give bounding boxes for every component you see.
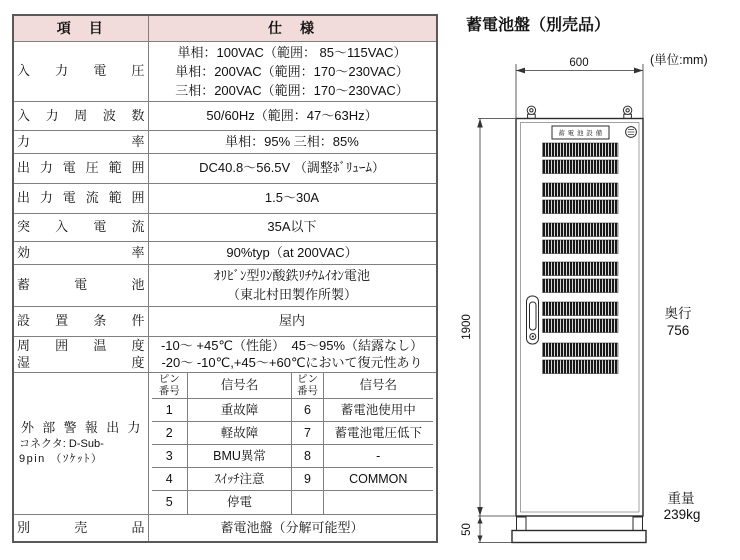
row-value-storage-battery: ｵﾘﾋﾞﾝ型ﾘﾝ酸鉄ﾘﾁｳﾑｲｵﾝ電池 （東北村田製作所製） <box>148 264 437 306</box>
table-row <box>13 514 437 542</box>
row-value-sold-separately: 蓄電池盤（分解可能型） <box>148 514 437 542</box>
pin-row: 1 重故障 6 蓄電池使用中 <box>152 399 433 422</box>
base-dimension-label: 50 <box>461 523 473 536</box>
row-label-output-voltage-range: 出力電圧範囲 <box>13 153 148 183</box>
dimension-arrow <box>634 68 643 74</box>
cabinet-base <box>512 517 646 543</box>
row-label-efficiency: 効 率 <box>13 241 148 264</box>
pin-row: 4 ｽｲｯﾁ注意 9 COMMON <box>152 468 433 491</box>
pin-row: 3 BMU異常 8 - <box>152 445 433 468</box>
row-value-inrush-current: 35A以下 <box>148 213 437 241</box>
eyebolt-icon <box>623 106 631 118</box>
table-row <box>13 41 437 101</box>
height-dimension-label: 1900 <box>461 314 473 340</box>
table-row <box>13 213 437 241</box>
row-label-sold-separately: 別 売 品 <box>13 514 148 542</box>
dimension-arrow <box>516 68 525 74</box>
weight-label: 重量 <box>667 491 695 506</box>
row-label-inrush-current: 突 入 電 流 <box>13 213 148 241</box>
signal-name-header: 信号名 <box>188 373 292 399</box>
row-label-input-frequency: 入 力 周 波 数 <box>13 101 148 130</box>
row-label-installation: 設 置 条 件 <box>13 306 148 336</box>
pin-number-header: ピン 番号 <box>152 373 188 399</box>
column-header-item: 項 目 <box>13 15 148 41</box>
depth-value: 756 <box>666 323 690 338</box>
row-value-output-current-range: 1.5～30A <box>148 183 437 213</box>
row-value-efficiency: 90%typ（at 200VAC） <box>148 241 437 264</box>
pin-row: 5 停電 <box>152 491 433 514</box>
table-row <box>13 101 437 130</box>
row-label-power-factor: 力 率 <box>13 130 148 153</box>
table-row <box>13 264 437 306</box>
lock-icon <box>626 127 637 138</box>
table-row <box>13 130 437 153</box>
row-value-output-voltage-range: DC40.8～56.5V （調整ﾎﾞﾘｭｰﾑ） <box>148 153 437 183</box>
dimension-arrow <box>477 119 483 128</box>
nameplate-text: 蓄 電 池 設 備 <box>558 130 603 137</box>
battery-panel-drawing <box>440 0 740 560</box>
pin-table <box>152 373 433 514</box>
row-value-power-factor: 単相：95% 三相：85% <box>148 130 437 153</box>
column-header-spec: 仕 様 <box>148 15 437 41</box>
row-value-installation: 屋内 <box>148 306 437 336</box>
depth-label: 奥行 <box>664 306 692 321</box>
row-value-input-voltage: 単相：100VAC（範囲： 85～115VAC） 単相：200VAC（範囲：170～230VAC） 三相：200VAC（範囲：170～230VAC） <box>148 41 437 101</box>
row-label-storage-battery: 蓄 電 池 <box>13 264 148 306</box>
row-value-ambient-temp-humidity: -10～ +45℃（性能） 45～95%（結露なし） -20～ -10℃,+45～+60℃において復元性あり <box>148 336 437 372</box>
row-label-external-alarm-output: 外部警報出力 コネクタ: D-Sub- 9pin （ｿｹｯﾄ） <box>13 372 148 514</box>
dimension-arrow <box>477 517 482 524</box>
weight-value: 239kg <box>663 507 701 522</box>
row-label-ambient-temp-humidity: 周 囲 温 度 湿 度 <box>13 336 148 372</box>
table-row <box>13 153 437 183</box>
table-row <box>13 372 437 514</box>
signal-name-header: 信号名 <box>324 373 433 399</box>
table-row <box>13 241 437 264</box>
row-label-input-voltage: 入 力 電 圧 <box>13 41 148 101</box>
pin-number-header: ピン 番号 <box>292 373 324 399</box>
dimension-arrow <box>477 507 483 516</box>
pin-row: 2 軽故障 7 蓄電池電圧低下 <box>152 422 433 445</box>
table-row <box>13 306 437 336</box>
eyebolt-icon <box>527 106 535 118</box>
row-value-input-frequency: 50/60Hz（範囲：47～63Hz） <box>148 101 437 130</box>
dimension-arrow <box>477 536 482 543</box>
door-handle <box>527 296 539 344</box>
spec-table <box>12 14 438 543</box>
table-row <box>13 183 437 213</box>
row-label-output-current-range: 出力電流範囲 <box>13 183 148 213</box>
table-row <box>13 336 437 372</box>
width-dimension-label: 600 <box>569 57 589 69</box>
drawing-title: 蓄電池盤（別売品） <box>466 17 611 34</box>
pin-assignment-cell <box>148 372 437 514</box>
unit-note: (単位:mm) <box>650 53 708 67</box>
